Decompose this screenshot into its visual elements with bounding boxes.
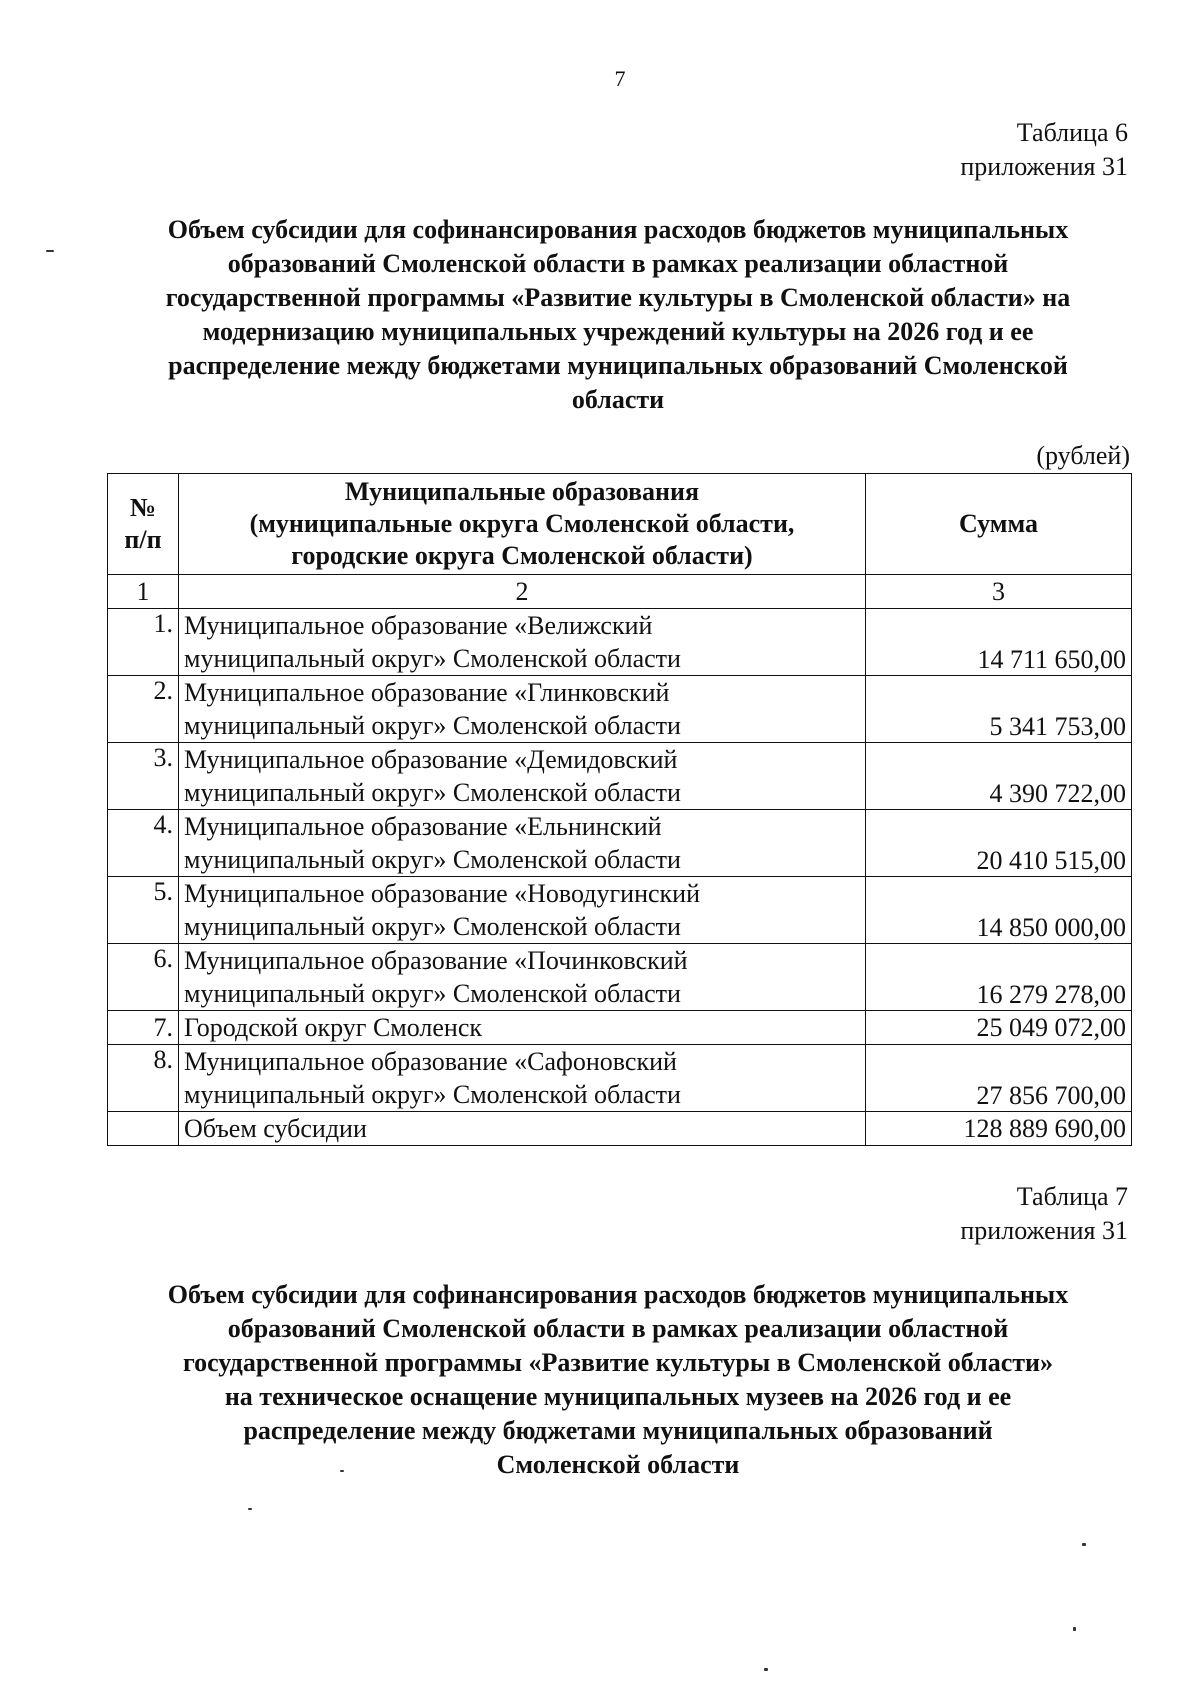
heading-line: образований Смоленской области в рамках реализации областной [227,249,1009,278]
heading-line: распределение между бюджетами муниципальных образований Смоленской [168,351,1068,380]
table-row [108,810,1132,877]
row-name-line: Муниципальное образование «Новодугинский [184,879,700,908]
row-sum: 16 279 278,00 [866,944,1132,1011]
row-name [179,743,866,810]
col-number-header [108,474,179,575]
index-cell: 3 [866,575,1132,609]
total-number-cell [108,1112,179,1146]
row-name-line: Муниципальное образование «Починковский [184,946,688,975]
col-name-line: Муниципальные образования [344,477,700,506]
table7-label [960,1180,1128,1248]
row-sum: 14 711 650,00 [866,609,1132,676]
currency-unit: (рублей) [1036,441,1130,470]
table6-label [960,116,1128,184]
row-name-line: Муниципальное образование «Ельнинский [184,812,662,841]
table7-label-line1: Таблица 7 [1016,1182,1128,1211]
col-number-line: № [129,493,157,522]
row-name [179,609,866,676]
table-row [108,676,1132,743]
index-cell: 1 [108,575,179,609]
heading-line: модернизацию муниципальных учреждений культуры на 2026 год и ее [202,317,1034,346]
row-name-line: Муниципальное образование «Глинковский [184,678,670,707]
total-sum: 128 889 690,00 [866,1112,1132,1146]
row-name-line: муниципальный округ» Смоленской области [184,979,681,1008]
col-name-header [179,474,866,575]
row-name-line: Муниципальное образование «Демидовский [184,745,678,774]
row-sum: 20 410 515,00 [866,810,1132,877]
scan-speck [764,1668,768,1671]
total-row [108,1112,1132,1146]
table-row [108,877,1132,944]
row-number: 1. [108,609,179,676]
row-name [179,1045,866,1112]
heading-line: государственной программы «Развитие культуры в Смоленской области» [182,1348,1054,1377]
table6-heading [118,213,1118,417]
table6-label-line1: Таблица 6 [1016,118,1128,147]
index-row [108,575,1132,609]
row-number: 3. [108,743,179,810]
scan-speck [340,1470,344,1472]
row-name [179,676,866,743]
row-sum: 25 049 072,00 [866,1011,1132,1045]
row-sum: 5 341 753,00 [866,676,1132,743]
table-row [108,1011,1132,1045]
row-name: Городской округ Смоленск [179,1011,866,1045]
subsidy-table [107,473,1132,1146]
scan-speck [1082,1543,1086,1546]
table6-label-line2: приложения 31 [960,152,1128,181]
table-row [108,609,1132,676]
index-cell: 2 [179,575,866,609]
heading-line: на техническое оснащение муниципальных музеев на 2026 год и ее [224,1382,1012,1411]
scan-speck [46,250,54,252]
row-name-line: муниципальный округ» Смоленской области [184,644,681,673]
table7-label-line2: приложения 31 [960,1216,1128,1245]
heading-line: государственной программы «Развитие культуры в Смоленской области» на [165,283,1071,312]
row-name [179,810,866,877]
table7-heading [118,1278,1118,1482]
heading-line: области [571,385,665,414]
heading-line: распределение между бюджетами муниципальных образований [243,1416,993,1445]
row-name-line: муниципальный округ» Смоленской области [184,711,681,740]
row-name [179,877,866,944]
table-row [108,743,1132,810]
heading-line: Объем субсидии для софинансирования расходов бюджетов муниципальных [167,215,1069,244]
row-sum: 14 850 000,00 [866,877,1132,944]
col-name-line: городские округа Смоленской области) [291,541,753,570]
row-sum: 27 856 700,00 [866,1045,1132,1112]
row-number: 5. [108,877,179,944]
scan-speck [248,1508,252,1510]
row-sum: 4 390 722,00 [866,743,1132,810]
col-name-line: (муниципальные округа Смоленской области, [249,509,795,538]
row-number: 6. [108,944,179,1011]
row-name-line: муниципальный округ» Смоленской области [184,845,681,874]
row-name-line: Муниципальное образование «Велижский [184,611,653,640]
row-number: 8. [108,1045,179,1112]
heading-line: Смоленской области [496,1450,740,1479]
page-number: 7 [614,66,626,91]
row-name-line: муниципальный округ» Смоленской области [184,1080,681,1109]
total-label: Объем субсидии [179,1112,866,1146]
table-row [108,1045,1132,1112]
row-number: 4. [108,810,179,877]
row-number: 7. [108,1011,179,1045]
col-number-line: п/п [124,525,162,554]
row-number: 2. [108,676,179,743]
row-name [179,944,866,1011]
row-name-line: муниципальный округ» Смоленской области [184,912,681,941]
col-sum-header: Сумма [866,474,1132,575]
header-row [108,474,1132,575]
scan-speck [1073,1627,1076,1631]
row-name-line: муниципальный округ» Смоленской области [184,778,681,807]
row-name-line: Муниципальное образование «Сафоновский [184,1047,677,1076]
heading-line: образований Смоленской области в рамках реализации областной [227,1314,1009,1343]
heading-line: Объем субсидии для софинансирования расходов бюджетов муниципальных [167,1280,1069,1309]
table-row [108,944,1132,1011]
